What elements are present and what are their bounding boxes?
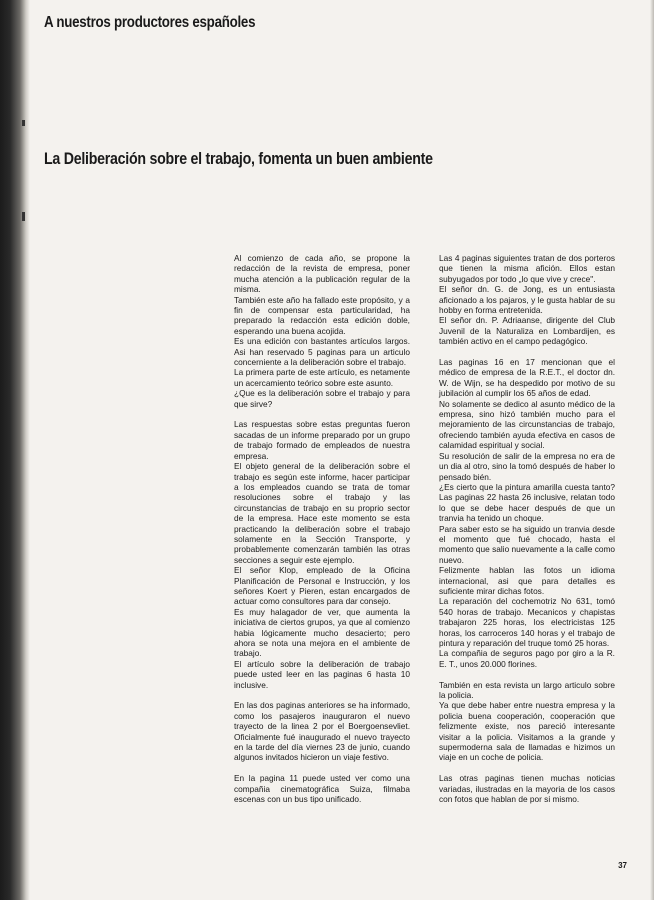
paragraph: El objeto general de la deliberación sobre el trabajo es según este informe, hacer participar a los empleados cuando se trata de tomar resoluciones sobre el trabajo y las circunstancias de trabajo en su proprio sector de la empresa. Hace este momento se esta practicando la deliberación sobre el trabajo solamente en la Sección Transporte, y probablemente comenzarán también las otras secciones a seguir este ejemplo. — [234, 461, 410, 565]
article-title: La Deliberación sobre el trabajo, fomenta un buen ambiente — [44, 150, 433, 168]
page-number: 37 — [618, 861, 627, 870]
paragraph: También este año ha fallado este propósito, y a fin de compensar esta particularidad, ha preparado la redacción esta edición doble, esperando una buena acojida. — [234, 294, 410, 336]
paragraph: Felizmente hablan las fotos un idioma internacional, asi que para detalles es suficiente mirar dichas fotos. — [439, 565, 615, 596]
paragraph: ¿Es cierto que la pintura amarilla cuesta tanto? Las paginas 22 hasta 26 inclusive, relatan todo lo que se debe hacer después de que un tranvia ha tenido un choque. — [439, 481, 615, 524]
paragraph: Las 4 paginas siguientes tratan de dos porteros que tienen la misma afición. Ellos estan subyugados por todo „lo que vive y crece". — [439, 253, 615, 284]
paragraph: Es muy halagador de ver, que aumenta la iniciativa de ciertos grupos, ya que al comienzo habia lógicamente mucho desacierto; pero ahora se nota una mejora en el ambiente de trabajo. — [234, 606, 410, 659]
paragraph: En la pagina 11 puede usted ver como una compañia cinematográfica Suiza, filmaba escenas con un bus tipo unificado. — [234, 773, 410, 805]
paragraph: El señor dn. G. de Jong, es un entusiasta aficionado a los pajaros, y le gusta hablar de su hobby en forma entretenida. — [439, 284, 615, 316]
paragraph: La primera parte de este artículo, es netamente un acercamiento teórico sobre este asunto. — [234, 367, 410, 388]
paragraph: Para saber esto se ha siguido un tranvia desde el momento que fué chocado, hasta el momento que salio nuevamente a la calle como nuevo. — [439, 523, 615, 565]
paragraph: El señor dn. P. Adriaanse, dirigente del Club Juvenil de la Naturaliza en Lombardijen, es también activo en el campo pedagógico. — [439, 315, 615, 347]
paragraph: La reparación del cochemotriz No 631, tomó 540 horas de trabajo. Mecanicos y chapistas trabajaron 225 horas, los electricistas 125 horas, los carroceros 140 horas y el trabajo de pintura y reparación del truque tomó 25 horas. — [439, 596, 615, 649]
paragraph: Al comienzo de cada año, se propone la redacción de la revista de empresa, poner mucha atención a la publicación regular de la misma. — [234, 253, 410, 295]
paragraph: La compañia de seguros pago por giro a la R. E. T., unos 20.000 florines. — [439, 648, 615, 669]
gutter-mark — [22, 212, 25, 221]
paragraph: Las paginas 16 en 17 mencionan que el médico de empresa de la R.E.T., el doctor dn. W. de Wijn, se ha despedido por motivo de su jubilación al cumplir los 65 años de edad. — [439, 357, 615, 399]
paragraph: El señor Klop, empleado de la Oficina Planificación de Personal e Instrucción, y los señores Koert y Pieren, estan encargados de actuar como consultores para dar consejo. — [234, 565, 410, 607]
paragraph: Las otras paginas tienen muchas noticias variadas, ilustradas en la mayoria de los casos con fotos que hablan de por si mismo. — [439, 773, 615, 805]
text-column-right — [439, 253, 615, 804]
book-binding-shadow — [0, 0, 30, 900]
text-column-left — [234, 253, 410, 804]
paragraph: Es una edición con bastantes artículos largos. Asi han reservado 5 paginas para un articulo concerniente a la deliberación sobre el trabajo. — [234, 336, 410, 368]
paragraph: Ya que debe haber entre nuestra empresa y la policia buena cooperación, cooperación que felizmente existe, nos pareció interesante visitar a la policia. Visitamos a la grande y supermoderna sala de llamadas e hizimos un viaje en un coche de policia. — [439, 700, 615, 763]
paragraph: No solamente se dedico al asunto médico de la empresa, sino hizó también mucho para el mejoramiento de las circunstancias de trabajo, ofreciendo también ayuda efectiva en casos de calamidad espiritual y social. — [439, 398, 615, 451]
paragraph: El artículo sobre la deliberación de trabajo puede usted leer en las paginas 6 hasta 10 inclusive. — [234, 658, 410, 690]
paragraph: También en esta revista un largo articulo sobre la policia. — [439, 679, 615, 701]
gutter-mark — [22, 120, 25, 126]
paragraph: En las dos paginas anteriores se ha informado, como los pasajeros inauguraron el nuevo trayecto de la linea 2 por el Boergoensevliet. Oficialmente fué inaugurado el nuevo trayecto en la tarde del día viernes 23 de junio, cuando algunos invitados hicieron un viaje festivo. — [234, 700, 410, 763]
paragraph: ¿Que es la deliberación sobre el trabajo y para que sirve? — [234, 388, 410, 409]
section-header: A nuestros productores españoles — [44, 14, 256, 31]
paragraph: Las respuestas sobre estas preguntas fueron sacadas de un informe preparado por un grupo de trabajo formado de empleados de nuestra empresa. — [234, 419, 410, 461]
paragraph: Su resolución de salir de la empresa no era de un dia al otro, sino la tomó después de haber lo pensado bién. — [439, 450, 615, 482]
page-edge-shadow — [650, 0, 654, 900]
